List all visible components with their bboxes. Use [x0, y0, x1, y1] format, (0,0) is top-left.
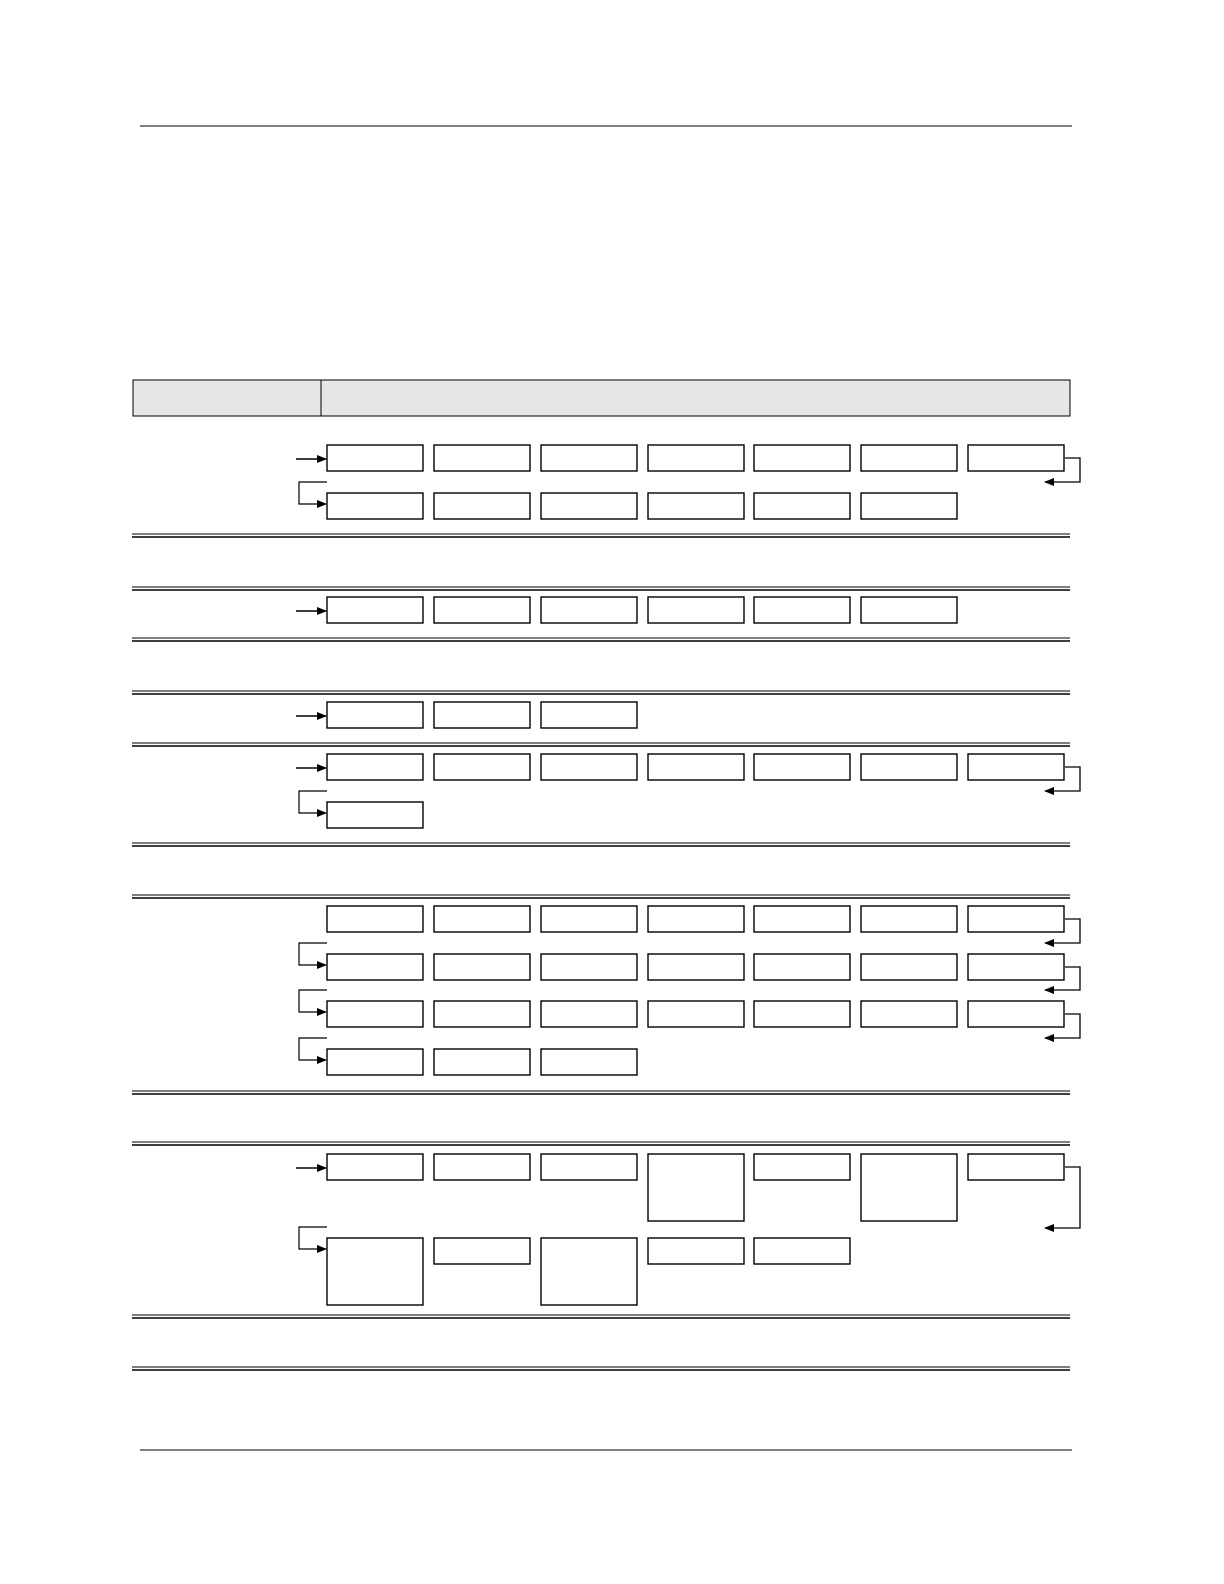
field-cell [541, 954, 637, 980]
table-header-left-cell [133, 380, 321, 416]
field-cell [861, 954, 957, 980]
field-cell [648, 1154, 744, 1221]
wrap-arrow [299, 791, 327, 813]
wrap-arrow [299, 990, 327, 1012]
field-cell [434, 954, 530, 980]
wrap-arrow [299, 1038, 327, 1060]
field-cell [754, 754, 850, 780]
field-cell [968, 445, 1064, 471]
field-cell [861, 493, 957, 519]
wrap-arrow [299, 1227, 327, 1249]
field-cell [968, 754, 1064, 780]
field-cell [648, 1001, 744, 1027]
field-cell [327, 954, 423, 980]
field-cell [434, 493, 530, 519]
field-cell [754, 597, 850, 623]
field-cell [327, 445, 423, 471]
field-cell [541, 493, 637, 519]
field-cell [541, 1049, 637, 1075]
field-cell [754, 445, 850, 471]
field-cell [434, 1049, 530, 1075]
field-cell [434, 1154, 530, 1180]
field-cell [754, 1001, 850, 1027]
field-cell [861, 1154, 957, 1221]
field-cell [648, 954, 744, 980]
field-cell [968, 1154, 1064, 1180]
field-cell [541, 1154, 637, 1180]
field-cell [541, 1001, 637, 1027]
field-cell [648, 1238, 744, 1264]
field-cell [754, 906, 850, 932]
field-cell [648, 445, 744, 471]
field-cell [861, 754, 957, 780]
field-cell [861, 906, 957, 932]
field-cell [861, 445, 957, 471]
field-cell [541, 754, 637, 780]
table-header-right-cell [321, 380, 1070, 416]
field-cell [648, 906, 744, 932]
field-cell [327, 754, 423, 780]
field-cell [434, 1001, 530, 1027]
field-cell [968, 954, 1064, 980]
field-cell [434, 1238, 530, 1264]
field-cell [541, 1238, 637, 1305]
field-cell [541, 702, 637, 728]
field-cell [648, 493, 744, 519]
field-cell [327, 906, 423, 932]
field-cell [541, 445, 637, 471]
field-cell [754, 493, 850, 519]
field-cell [327, 1049, 423, 1075]
field-cell [434, 906, 530, 932]
field-cell [434, 702, 530, 728]
field-cell [434, 445, 530, 471]
field-cell [327, 1238, 423, 1305]
diagram-body [132, 445, 1080, 1370]
field-cell [648, 597, 744, 623]
table-header [133, 380, 1070, 416]
field-cell [327, 493, 423, 519]
field-cell [861, 1001, 957, 1027]
field-cell [754, 1238, 850, 1264]
field-cell [541, 597, 637, 623]
field-cell [327, 1154, 423, 1180]
wrap-arrow [299, 482, 327, 504]
field-cell [541, 906, 637, 932]
field-cell [434, 597, 530, 623]
field-cell [327, 702, 423, 728]
field-cell [327, 802, 423, 828]
field-cell [968, 1001, 1064, 1027]
field-cell [434, 754, 530, 780]
field-cell [327, 1001, 423, 1027]
wrap-arrow [299, 943, 327, 965]
field-cell [754, 954, 850, 980]
field-cell [327, 597, 423, 623]
field-cell [861, 597, 957, 623]
field-cell [648, 754, 744, 780]
field-cell [968, 906, 1064, 932]
field-cell [754, 1154, 850, 1180]
